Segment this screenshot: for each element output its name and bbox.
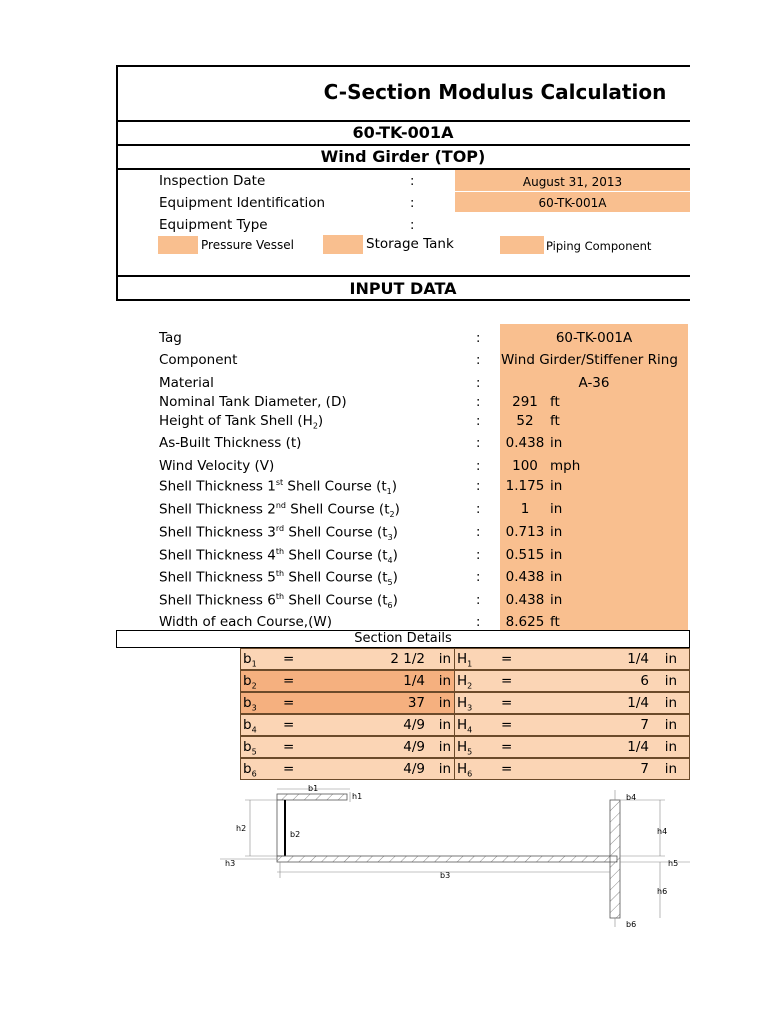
h-symbol: $H_4$ — [457, 717, 473, 735]
section-details-header — [116, 630, 690, 648]
h-value: 1/4 — [627, 651, 649, 667]
b-value: 1/4 — [403, 673, 425, 689]
colon: : — [476, 615, 481, 630]
h-symbol: $H_3$ — [457, 695, 473, 713]
label-b3: b3 — [440, 871, 451, 880]
h-symbol: $H_2$ — [457, 673, 473, 691]
colon: : — [476, 459, 481, 474]
page-title: C-Section Modulus Calculation — [323, 80, 667, 104]
input-label: Shell Thickness 1st Shell Course $(t_1)$ — [159, 478, 398, 497]
section-detail-row — [240, 736, 690, 758]
frame-top — [116, 65, 690, 67]
b-cell[interactable] — [240, 736, 456, 758]
colon: : — [476, 436, 481, 451]
b-value: 4/9 — [403, 761, 425, 777]
b-value: 2 1/2 — [390, 651, 425, 667]
label-h5: h5 — [668, 859, 679, 868]
equals: = — [283, 651, 295, 667]
value-unit: in — [550, 478, 563, 494]
b-symbol: $b_1$ — [243, 651, 257, 669]
h-cell[interactable] — [454, 670, 690, 692]
value-unit: ft — [550, 413, 560, 429]
input-label: Material — [159, 375, 214, 391]
value-number: 0.438 — [505, 569, 545, 585]
label-h6: h6 — [657, 887, 668, 896]
shell-plate — [610, 800, 620, 918]
label-h4: h4 — [657, 827, 668, 836]
plate-b3 — [277, 856, 617, 862]
b-unit: in — [438, 651, 451, 667]
b-cell[interactable] — [240, 758, 456, 780]
label-h2: h2 — [236, 824, 247, 833]
rule — [116, 144, 690, 146]
label-b1: b1 — [308, 784, 319, 793]
b-unit: in — [438, 739, 451, 755]
input-value[interactable] — [500, 501, 688, 517]
section-details-title: Section Details — [354, 631, 452, 646]
h-cell[interactable] — [454, 714, 690, 736]
piping-component-checkbox[interactable] — [500, 236, 544, 254]
value-text: Wind Girder/Stiffener Ring — [501, 352, 678, 368]
value-text: A-36 — [578, 375, 610, 391]
h-value: 7 — [640, 761, 649, 777]
input-value[interactable] — [500, 413, 688, 429]
colon: : — [476, 548, 481, 563]
h-symbol: $H_6$ — [457, 761, 473, 779]
input-value[interactable] — [500, 547, 688, 563]
value-unit: ft — [550, 394, 560, 410]
input-value[interactable] — [500, 435, 688, 451]
section-detail-row — [240, 648, 690, 670]
value-number: 1 — [520, 501, 530, 517]
section-detail-row — [240, 714, 690, 736]
b-unit: in — [438, 695, 451, 711]
value-number: 0.713 — [505, 524, 545, 540]
value-number: 0.438 — [505, 435, 545, 451]
value-unit: ft — [550, 614, 560, 630]
h-unit: in — [664, 717, 677, 733]
b-symbol: $b_4$ — [243, 717, 257, 735]
value-unit: mph — [550, 458, 581, 474]
flange-b1 — [277, 794, 347, 800]
h-value: 6 — [640, 673, 649, 689]
input-value[interactable] — [500, 614, 688, 630]
input-value[interactable] — [500, 524, 688, 540]
equals: = — [283, 673, 295, 689]
label-b6: b6 — [626, 920, 637, 929]
b-symbol: $b_2$ — [243, 673, 257, 691]
h-value: 7 — [640, 717, 649, 733]
b-cell[interactable] — [240, 670, 456, 692]
input-data-heading: INPUT DATA — [349, 279, 457, 298]
h-cell[interactable] — [454, 758, 690, 780]
h-unit: in — [664, 651, 677, 667]
label-b2: b2 — [290, 830, 301, 839]
input-label: Shell Thickness 6th Shell Course $(t_6)$ — [159, 592, 398, 611]
label-h3: h3 — [225, 859, 236, 868]
value-unit: in — [550, 592, 563, 608]
section-detail-row — [240, 692, 690, 714]
value-unit: in — [550, 524, 563, 540]
input-label: Tag — [159, 330, 182, 346]
value-unit: in — [550, 569, 563, 585]
value-number: 100 — [512, 458, 538, 474]
h-unit: in — [664, 739, 677, 755]
h-cell[interactable] — [454, 648, 690, 670]
b-symbol: $b_3$ — [243, 695, 257, 713]
equipment-id-label: Equipment Identification — [159, 195, 326, 211]
equipment-type-label: Equipment Type — [159, 217, 268, 233]
colon: : — [476, 570, 481, 585]
section-detail-row — [240, 670, 690, 692]
b-symbol: $b_5$ — [243, 739, 257, 757]
colon: : — [476, 525, 481, 540]
b-unit: in — [438, 673, 451, 689]
value-number: 0.515 — [505, 547, 545, 563]
input-label: Shell Thickness 4th Shell Course $(t_4)$ — [159, 547, 398, 566]
colon: : — [476, 395, 481, 410]
h-symbol: $H_5$ — [457, 739, 473, 757]
colon: : — [410, 196, 415, 211]
input-label: Shell Thickness 2nd Shell Course $(t_2)$ — [159, 501, 400, 520]
b-cell[interactable] — [240, 648, 456, 670]
input-label: Width of each Course,(W) — [159, 614, 332, 630]
value-number: 52 — [516, 413, 534, 429]
equals: = — [283, 717, 295, 733]
input-value[interactable] — [500, 330, 688, 346]
value-unit: in — [550, 547, 563, 563]
equals: = — [501, 695, 513, 711]
b-value: 37 — [407, 695, 425, 711]
h-value: 1/4 — [627, 695, 649, 711]
equals: = — [501, 761, 513, 777]
colon: : — [476, 502, 481, 517]
inspection-date-label: Inspection Date — [159, 173, 266, 189]
value-number: 0.438 — [505, 592, 545, 608]
label-h1: h1 — [352, 792, 363, 801]
input-value[interactable] — [500, 478, 688, 494]
web-b2 — [277, 800, 285, 856]
piping-component-label: Piping Component — [546, 239, 652, 253]
value-number: 1.175 — [505, 478, 545, 494]
value-text: 60-TK-001A — [555, 330, 633, 346]
inspection-date-value[interactable]: August 31, 2013 — [455, 170, 690, 191]
rule — [116, 120, 690, 122]
b-symbol: $b_6$ — [243, 761, 257, 779]
equals: = — [501, 717, 513, 733]
colon: : — [476, 353, 481, 368]
equals: = — [283, 695, 295, 711]
h-value: 1/4 — [627, 739, 649, 755]
input-value[interactable] — [500, 375, 688, 391]
equals: = — [501, 673, 513, 689]
input-label: Component — [159, 352, 238, 368]
rule — [116, 299, 690, 301]
input-label: Height of Tank Shell $(H_2)$ — [159, 413, 324, 431]
h-unit: in — [664, 673, 677, 689]
frame-left — [116, 65, 118, 301]
value-number: 8.625 — [505, 614, 545, 630]
b-value: 4/9 — [403, 717, 425, 733]
b-value: 4/9 — [403, 739, 425, 755]
value-number: 291 — [512, 394, 538, 410]
h-symbol: $H_1$ — [457, 651, 473, 669]
b-unit: in — [438, 761, 451, 777]
section-detail-row — [240, 758, 690, 780]
equals: = — [283, 739, 295, 755]
input-value[interactable] — [501, 352, 689, 368]
colon: : — [410, 174, 415, 189]
label-b4: b4 — [626, 793, 637, 802]
value-unit: in — [550, 501, 563, 517]
b-cell[interactable] — [240, 692, 456, 714]
input-label: Shell Thickness 3rd Shell Course $(t_3)$ — [159, 524, 398, 543]
value-unit: in — [550, 435, 563, 451]
equipment-id-value[interactable]: 60-TK-001A — [455, 192, 690, 212]
pressure-vessel-label: Pressure Vessel — [201, 238, 294, 252]
colon: : — [476, 414, 481, 429]
h-cell[interactable] — [454, 692, 690, 714]
input-value[interactable] — [500, 394, 688, 410]
input-label: Shell Thickness 5th Shell Course $(t_5)$ — [159, 569, 398, 588]
c-section-diagram — [220, 782, 690, 932]
colon: : — [476, 376, 481, 391]
equals: = — [501, 651, 513, 667]
storage-tank-checkbox[interactable] — [323, 235, 363, 254]
input-value[interactable] — [500, 458, 688, 474]
colon: : — [476, 593, 481, 608]
h-unit: in — [664, 761, 677, 777]
input-label: Nominal Tank Diameter, (D) — [159, 394, 347, 410]
subtitle-heading: Wind Girder (TOP) — [320, 147, 486, 166]
rule — [116, 275, 690, 277]
b-cell[interactable] — [240, 714, 456, 736]
colon: : — [476, 479, 481, 494]
colon: : — [476, 331, 481, 346]
equals: = — [501, 739, 513, 755]
colon: : — [410, 218, 415, 233]
pressure-vessel-checkbox[interactable] — [158, 236, 198, 254]
input-label: As-Built Thickness (t) — [159, 435, 302, 451]
storage-tank-label: Storage Tank — [366, 236, 454, 252]
input-value[interactable] — [500, 569, 688, 585]
tag-heading: 60-TK-001A — [352, 123, 454, 142]
h-unit: in — [664, 695, 677, 711]
b-unit: in — [438, 717, 451, 733]
input-value[interactable] — [500, 592, 688, 608]
input-label: Wind Velocity (V) — [159, 458, 275, 474]
h-cell[interactable] — [454, 736, 690, 758]
equals: = — [283, 761, 295, 777]
